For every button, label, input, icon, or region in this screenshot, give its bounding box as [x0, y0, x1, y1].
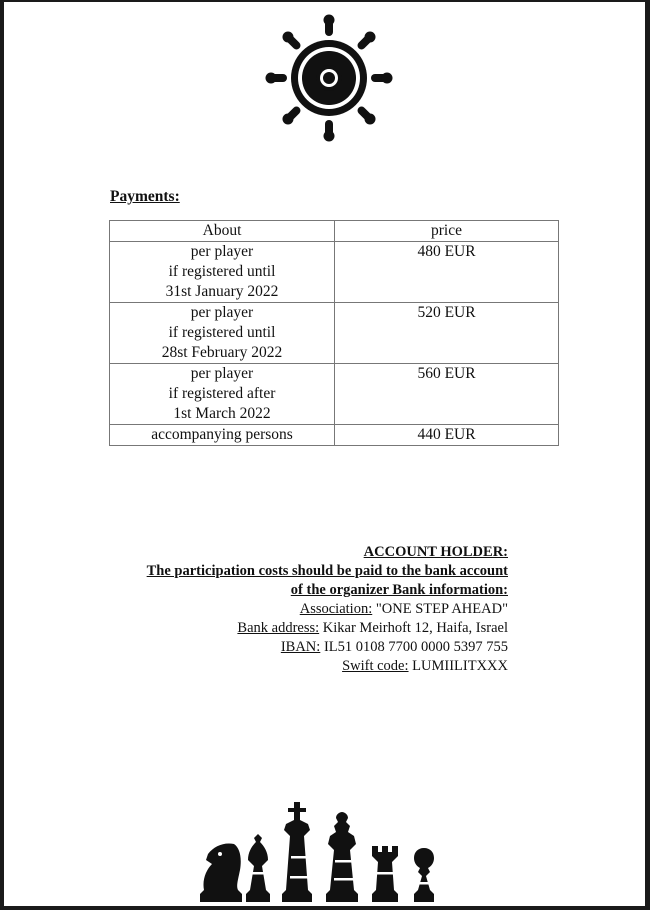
association-value: "ONE STEP AHEAD" [372, 601, 508, 617]
table-row [110, 425, 559, 446]
swift-line [147, 657, 508, 676]
iban-value: IL51 0108 7700 0000 5397 755 [320, 639, 508, 655]
account-holder-block [147, 543, 508, 676]
iban-line [147, 638, 508, 657]
about-cell [110, 242, 335, 303]
about-text: per player if registered after 1st March 2022 [168, 365, 276, 422]
about-cell [110, 303, 335, 364]
account-instructions-line2: of the organizer Bank information: [290, 582, 508, 598]
price-cell: 560 EUR [335, 364, 559, 425]
price-cell: 520 EUR [335, 303, 559, 364]
bank-address-line [147, 619, 508, 638]
swift-value: LUMIILITXXX [408, 658, 508, 674]
column-header-about: About [110, 221, 335, 242]
payments-title: Payments: [110, 188, 180, 205]
bank-address-label: Bank address: [237, 620, 320, 636]
about-text: per player if registered until 31st January 2022 [165, 243, 279, 300]
about-text: per player if registered until 28st February 2022 [161, 304, 283, 361]
payments-table [109, 220, 559, 446]
chess-pieces-icon [196, 796, 458, 902]
association-line [147, 600, 508, 619]
association-label: Association: [299, 601, 373, 617]
bank-address-value: Kikar Meirhoft 12, Haifa, Israel [319, 620, 508, 636]
about-cell: accompanying persons [110, 425, 335, 446]
table-row [110, 364, 559, 425]
price-cell: 440 EUR [335, 425, 559, 446]
column-header-price: price [335, 221, 559, 242]
swift-label: Swift code: [342, 658, 409, 674]
price-cell: 480 EUR [335, 242, 559, 303]
account-heading: ACCOUNT HOLDER: [363, 544, 508, 560]
ship-wheel-icon [259, 10, 399, 146]
about-cell [110, 364, 335, 425]
account-instructions-line1: The participation costs should be paid to the bank account [146, 563, 508, 579]
table-row [110, 242, 559, 303]
iban-label: IBAN: [280, 639, 321, 655]
table-header-row [110, 221, 559, 242]
table-row [110, 303, 559, 364]
document-page [4, 2, 645, 906]
